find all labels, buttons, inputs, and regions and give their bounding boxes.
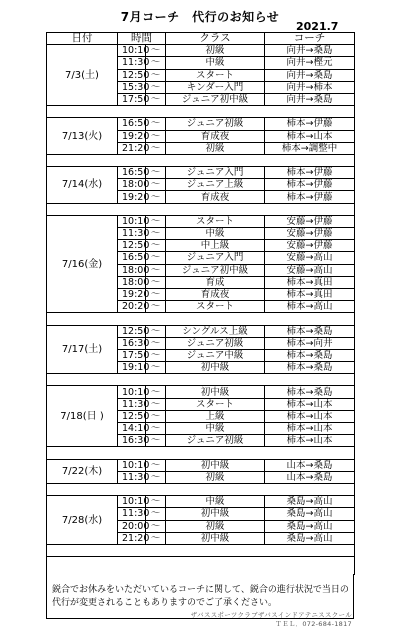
tilde-cell: 〜 — [146, 435, 166, 447]
class-cell: スタート — [166, 301, 265, 313]
date-cell: 7/16(金) — [47, 215, 118, 313]
schedule-body — [47, 45, 355, 575]
time-cell: 11:30 — [118, 57, 146, 69]
date-cell: 7/14(水) — [47, 167, 118, 204]
class-cell: ジュニア中級 — [166, 349, 265, 361]
class-cell: 上級 — [166, 410, 265, 422]
coach-cell: 柿本→調整中 — [265, 142, 355, 154]
time-cell: 15:30 — [118, 81, 146, 93]
header-date: 日付 — [47, 33, 118, 45]
class-cell: ジュニア初級 — [166, 337, 265, 349]
year-label: 2021.7 — [296, 20, 339, 33]
day-separator — [47, 544, 355, 556]
table-row — [47, 45, 355, 57]
tilde-cell: 〜 — [146, 93, 166, 105]
time-cell: 17:50 — [118, 93, 146, 105]
day-separator — [47, 447, 355, 459]
tilde-cell: 〜 — [146, 532, 166, 544]
time-cell: 16:50 — [118, 167, 146, 179]
tilde-cell: 〜 — [146, 508, 166, 520]
coach-cell: 柿本→桑島 — [265, 325, 355, 337]
coach-cell: 安藤→高山 — [265, 264, 355, 276]
class-cell: キンダー入門 — [166, 81, 265, 93]
coach-cell: 向井→桑島 — [265, 69, 355, 81]
class-cell: スタート — [166, 398, 265, 410]
date-cell: 7/13(火) — [47, 118, 118, 155]
tilde-cell: 〜 — [146, 215, 166, 227]
time-cell: 12:50 — [118, 240, 146, 252]
class-cell: 初中級 — [166, 362, 265, 374]
class-cell: 育成 — [166, 276, 265, 288]
coach-cell: 安藤→伊藤 — [265, 215, 355, 227]
time-cell: 18:00 — [118, 264, 146, 276]
date-cell: 7/3(土) — [47, 45, 118, 106]
time-cell: 11:30 — [118, 508, 146, 520]
page-title: 7月コーチ 代行のお知らせ — [120, 10, 280, 24]
class-cell: 初級 — [166, 520, 265, 532]
coach-cell: 柿本→伊藤 — [265, 191, 355, 203]
coach-cell: 柿本→高山 — [265, 301, 355, 313]
tilde-cell: 〜 — [146, 325, 166, 337]
time-cell: 16:30 — [118, 435, 146, 447]
coach-cell: 柿本→山本 — [265, 423, 355, 435]
class-cell: 中級 — [166, 57, 265, 69]
tilde-cell: 〜 — [146, 142, 166, 154]
header-time: 時間 — [118, 33, 166, 45]
time-cell: 20:00 — [118, 520, 146, 532]
class-cell: 初級 — [166, 142, 265, 154]
time-cell: 11:30 — [118, 228, 146, 240]
class-cell: ジュニア上級 — [166, 179, 265, 191]
coach-cell: 柿本→桑島 — [265, 386, 355, 398]
tilde-cell: 〜 — [146, 423, 166, 435]
tilde-cell: 〜 — [146, 459, 166, 471]
tilde-cell: 〜 — [146, 179, 166, 191]
class-cell: ジュニア初中級 — [166, 264, 265, 276]
header-coach: コーチ — [265, 33, 355, 45]
time-cell: 10:10 — [118, 496, 146, 508]
tilde-cell: 〜 — [146, 410, 166, 422]
time-cell: 21:20 — [118, 142, 146, 154]
table-row — [47, 386, 355, 398]
day-separator — [47, 313, 355, 325]
coach-cell: 桑島→高山 — [265, 532, 355, 544]
separator-cell — [47, 374, 355, 386]
class-cell: 初中級 — [166, 459, 265, 471]
table-row — [47, 215, 355, 227]
tilde-cell: 〜 — [146, 240, 166, 252]
class-cell: 初中級 — [166, 508, 265, 520]
time-cell: 19:10 — [118, 362, 146, 374]
time-cell: 11:30 — [118, 398, 146, 410]
time-cell: 10:10 — [118, 459, 146, 471]
separator-cell — [47, 483, 355, 495]
coach-cell: 柿本→伊藤 — [265, 179, 355, 191]
time-cell: 18:00 — [118, 276, 146, 288]
coach-cell: 安藤→伊藤 — [265, 228, 355, 240]
day-separator — [47, 106, 355, 118]
table-row — [47, 167, 355, 179]
class-cell: 中上級 — [166, 240, 265, 252]
coach-cell: 向井→樫元 — [265, 57, 355, 69]
time-cell: 10:10 — [118, 45, 146, 57]
blank-row — [47, 557, 355, 567]
coach-cell: 柿本→山本 — [265, 130, 355, 142]
class-cell: ジュニア初級 — [166, 118, 265, 130]
time-cell: 16:50 — [118, 118, 146, 130]
time-cell: 19:20 — [118, 130, 146, 142]
time-cell: 16:30 — [118, 337, 146, 349]
tilde-cell: 〜 — [146, 118, 166, 130]
tilde-cell: 〜 — [146, 471, 166, 483]
tilde-cell: 〜 — [146, 349, 166, 361]
coach-cell: 桑島→高山 — [265, 520, 355, 532]
coach-cell: 柿本→向井 — [265, 337, 355, 349]
class-cell: ジュニア初級 — [166, 435, 265, 447]
tilde-cell: 〜 — [146, 252, 166, 264]
time-cell: 17:50 — [118, 349, 146, 361]
tilde-cell: 〜 — [146, 81, 166, 93]
coach-cell: 柿本→真田 — [265, 288, 355, 300]
class-cell: スタート — [166, 215, 265, 227]
coach-cell: 山本→桑島 — [265, 459, 355, 471]
time-cell: 12:50 — [118, 69, 146, 81]
coach-cell: 桑島→高山 — [265, 508, 355, 520]
date-cell: 7/17(土) — [47, 325, 118, 374]
tilde-cell: 〜 — [146, 386, 166, 398]
coach-cell: 安藤→高山 — [265, 252, 355, 264]
coach-cell: 安藤→伊藤 — [265, 240, 355, 252]
table-header-row — [47, 33, 355, 45]
coach-cell: 柿本→伊藤 — [265, 118, 355, 130]
separator-cell — [47, 313, 355, 325]
coach-cell: 柿本→真田 — [265, 276, 355, 288]
class-cell: ジュニア初中級 — [166, 93, 265, 105]
separator-cell — [47, 544, 355, 556]
table-row — [47, 325, 355, 337]
time-cell: 19:20 — [118, 191, 146, 203]
class-cell: ジュニア入門 — [166, 167, 265, 179]
coach-cell: 柿本→桑島 — [265, 362, 355, 374]
coach-cell: 柿本→桑島 — [265, 349, 355, 361]
tilde-cell: 〜 — [146, 130, 166, 142]
coach-cell: 柿本→伊藤 — [265, 167, 355, 179]
date-cell: 7/18(日 ) — [47, 386, 118, 447]
class-cell: 初級 — [166, 471, 265, 483]
time-cell: 19:20 — [118, 288, 146, 300]
table-row — [47, 118, 355, 130]
separator-cell — [47, 154, 355, 166]
coach-cell: 柿本→山本 — [265, 410, 355, 422]
tilde-cell: 〜 — [146, 276, 166, 288]
separator-cell — [47, 447, 355, 459]
class-cell: 中級 — [166, 228, 265, 240]
class-cell: 育成夜 — [166, 130, 265, 142]
tilde-cell: 〜 — [146, 167, 166, 179]
notice-text: 鋭合でお休みをいただいているコーチに関して、鋭合の進行状況で当日の代行が変更されることもありますのでご了承ください。 — [46, 574, 354, 619]
class-cell: シングルス上級 — [166, 325, 265, 337]
day-separator — [47, 483, 355, 495]
blank-cell — [47, 557, 355, 567]
class-cell: 中級 — [166, 496, 265, 508]
tilde-cell: 〜 — [146, 362, 166, 374]
time-cell: 10:10 — [118, 386, 146, 398]
tilde-cell: 〜 — [146, 264, 166, 276]
time-cell: 21:20 — [118, 532, 146, 544]
date-cell: 7/22(木) — [47, 459, 118, 483]
time-cell: 18:00 — [118, 179, 146, 191]
class-cell: 初中級 — [166, 532, 265, 544]
class-cell: 育成夜 — [166, 288, 265, 300]
time-cell: 12:50 — [118, 410, 146, 422]
separator-cell — [47, 203, 355, 215]
tilde-cell: 〜 — [146, 45, 166, 57]
time-cell: 14:10 — [118, 423, 146, 435]
time-cell: 10:10 — [118, 215, 146, 227]
tilde-cell: 〜 — [146, 57, 166, 69]
footer-phone: ＴＥＬ．072-684-1817 — [275, 620, 352, 628]
time-cell: 12:50 — [118, 325, 146, 337]
schedule-table — [46, 32, 355, 575]
tilde-cell: 〜 — [146, 191, 166, 203]
coach-cell: 柿本→山本 — [265, 398, 355, 410]
footer — [191, 611, 352, 629]
class-cell: 中級 — [166, 423, 265, 435]
date-cell: 7/28(水) — [47, 496, 118, 545]
table-row — [47, 459, 355, 471]
time-cell: 20:20 — [118, 301, 146, 313]
tilde-cell: 〜 — [146, 288, 166, 300]
day-separator — [47, 154, 355, 166]
tilde-cell: 〜 — [146, 337, 166, 349]
coach-cell: 向井→柿本 — [265, 81, 355, 93]
class-cell: ジュニア入門 — [166, 252, 265, 264]
coach-cell: 桑島→高山 — [265, 496, 355, 508]
coach-cell: 山本→桑島 — [265, 471, 355, 483]
footer-school-name: ザバススポーツクラブザバスインドアテニススクール — [190, 611, 352, 619]
coach-cell: 向井→桑島 — [265, 45, 355, 57]
time-cell: 11:30 — [118, 471, 146, 483]
day-separator — [47, 374, 355, 386]
tilde-cell: 〜 — [146, 69, 166, 81]
coach-cell: 向井→桑島 — [265, 93, 355, 105]
time-cell: 16:50 — [118, 252, 146, 264]
header-class: クラス — [166, 33, 265, 45]
day-separator — [47, 203, 355, 215]
tilde-cell: 〜 — [146, 398, 166, 410]
class-cell: 初級 — [166, 45, 265, 57]
separator-cell — [47, 106, 355, 118]
class-cell: 初中級 — [166, 386, 265, 398]
table-row — [47, 496, 355, 508]
tilde-cell: 〜 — [146, 301, 166, 313]
class-cell: 育成夜 — [166, 191, 265, 203]
class-cell: スタート — [166, 69, 265, 81]
tilde-cell: 〜 — [146, 496, 166, 508]
tilde-cell: 〜 — [146, 520, 166, 532]
tilde-cell: 〜 — [146, 228, 166, 240]
coach-cell: 柿本→山本 — [265, 435, 355, 447]
